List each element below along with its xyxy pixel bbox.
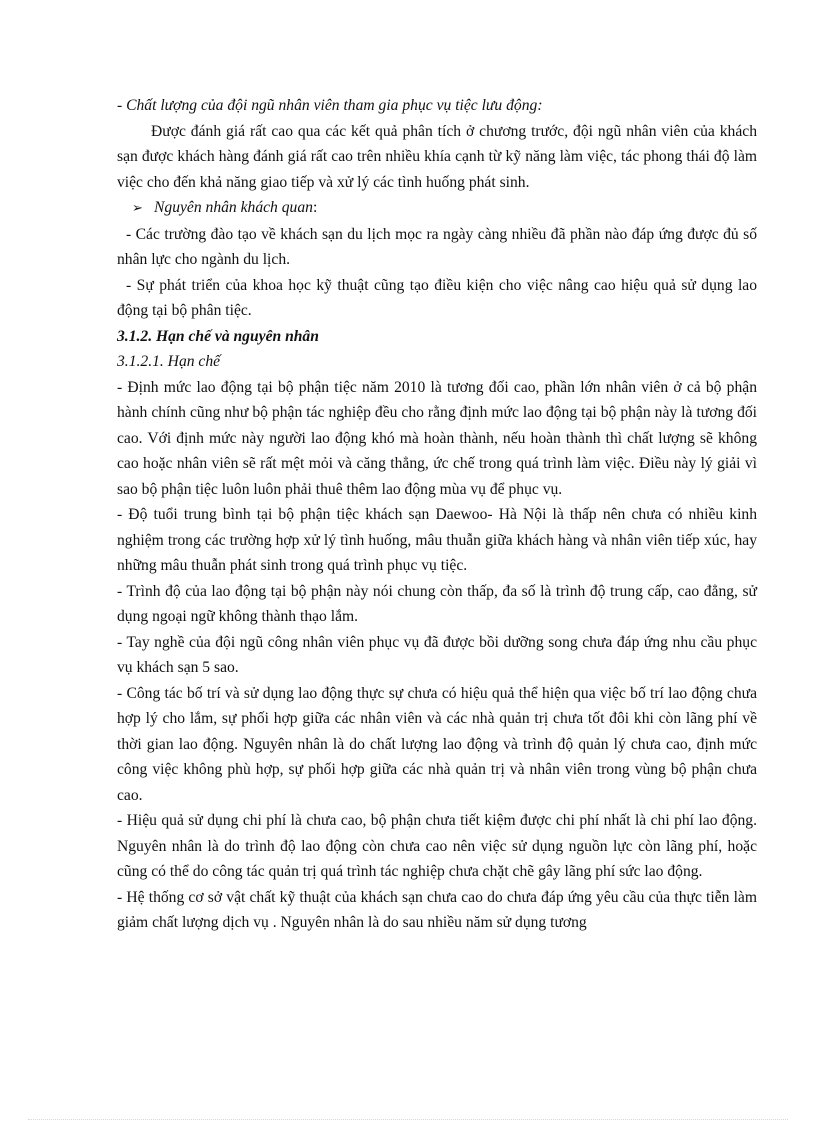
limitation-item: - Hiệu quả sử dụng chi phí là chưa cao, bộ phận chưa tiết kiệm được chi phí nhất là chi phí lao động. Nguyên nhân là do trình độ lao động còn chưa cao nên việc sử dụng nguồn lực còn lãng phí, hoặc cũng có thể do công tác quản trị quá trình tác nghiệp chưa chặt chẽ gây lãng phí sức lao động. (117, 812, 757, 880)
section-title: 3.1.2. Hạn chế và nguyên nhân (117, 327, 319, 345)
limitation-item: - Độ tuổi trung bình tại bộ phận tiệc khách sạn Daewoo- Hà Nội là thấp nên chưa có nhiều kinh nghiệm trong các trường hợp xử lý tình huống, mâu thuẫn giữa khách hàng và nhân viên tiếp xúc, hay những mâu thuẫn phát sinh trong quá trình phục vụ tiệc. (117, 506, 757, 574)
heading-staff-quality: - Chất lượng của đội ngũ nhân viên tham gia phục vụ tiệc lưu động: (117, 97, 543, 114)
arrow-bullet-icon: ➢ (132, 201, 143, 216)
paragraph-staff-quality: Được đánh giá rất cao qua các kết quả phân tích ở chương trước, đội ngũ nhân viên của khách sạn được khách hàng đánh giá rất cao trên nhiều khía cạnh từ kỹ năng làm việc, tác phong thái độ làm việc cho đến khả năng giao tiếp và xử lý các tình huống phát sinh. (117, 122, 757, 191)
limitation-item: - Hệ thống cơ sở vật chất kỹ thuật của khách sạn chưa cao do chưa đáp ứng yêu cầu của thực tiễn làm giảm chất lượng dịch vụ . Nguyên nhân là do sau nhiều năm sử dụng tương (117, 888, 757, 931)
limitation-item: - Định mức lao động tại bộ phận tiệc năm 2010 là tương đối cao, phần lớn nhân viên ở cả bộ phận hành chính cũng như bộ phận tác nghiệp đều cho rằng định mức lao động tại bộ phận này là tương đối cao. Với định mức này người lao động khó mà hoàn thành, nếu hoàn thành thì chất lượng sẽ không cao hoặc nhân viên sẽ rất mệt mỏi và căng thẳng, ức chế trong quá trình làm việc. Điều này lý giải vì sao bộ phận tiệc luôn luôn phải thuê thêm lao động mùa vụ để phục vụ. (117, 378, 757, 498)
objective-item: - Các trường đào tạo về khách sạn du lịch mọc ra ngày càng nhiều đã phần nào đáp ứng được đủ số nhân lực cho ngành du lịch. (117, 225, 757, 268)
objective-item: - Sự phát triển của khoa học kỹ thuật cũng tạo điều kiện cho việc nâng cao hiệu quả sử dụng lao động tại bộ phân tiệc. (117, 276, 757, 319)
bullet-objective-label: Nguyên nhân khách quan (154, 199, 313, 216)
bullet-objective-causes (117, 195, 757, 222)
bullet-objective-suffix: : (312, 199, 318, 216)
limitation-item: - Trình độ của lao động tại bộ phận này nói chung còn thấp, đa số là trình độ trung cấp, cao đẳng, sử dụng ngoại ngữ không thành thạo lắm. (117, 582, 757, 625)
limitation-item: - Tay nghề của đội ngũ công nhân viên phục vụ đã được bồi dưỡng song chưa đáp ứng nhu cầu phục vụ khách sạn 5 sao. (117, 633, 757, 676)
limitation-item: - Công tác bố trí và sử dụng lao động thực sự chưa có hiệu quả thể hiện qua việc bố trí lao động chưa hợp lý cho lắm, sự phối hợp giữa các nhân viên và các nhà quản trị chưa tốt đôi khi còn lãng phí về thời gian lao động. Nguyên nhân là do chất lượng lao động và trình độ quản lý chưa cao, định mức công việc không phù hợp, sự phối hợp giữa các nhà quản trị và nhân viên trong vùng bộ phận chưa cao. (117, 684, 757, 804)
document-page (117, 93, 757, 936)
subsection-title: 3.1.2.1. Hạn chế (117, 353, 221, 370)
footer-divider (28, 1119, 788, 1120)
